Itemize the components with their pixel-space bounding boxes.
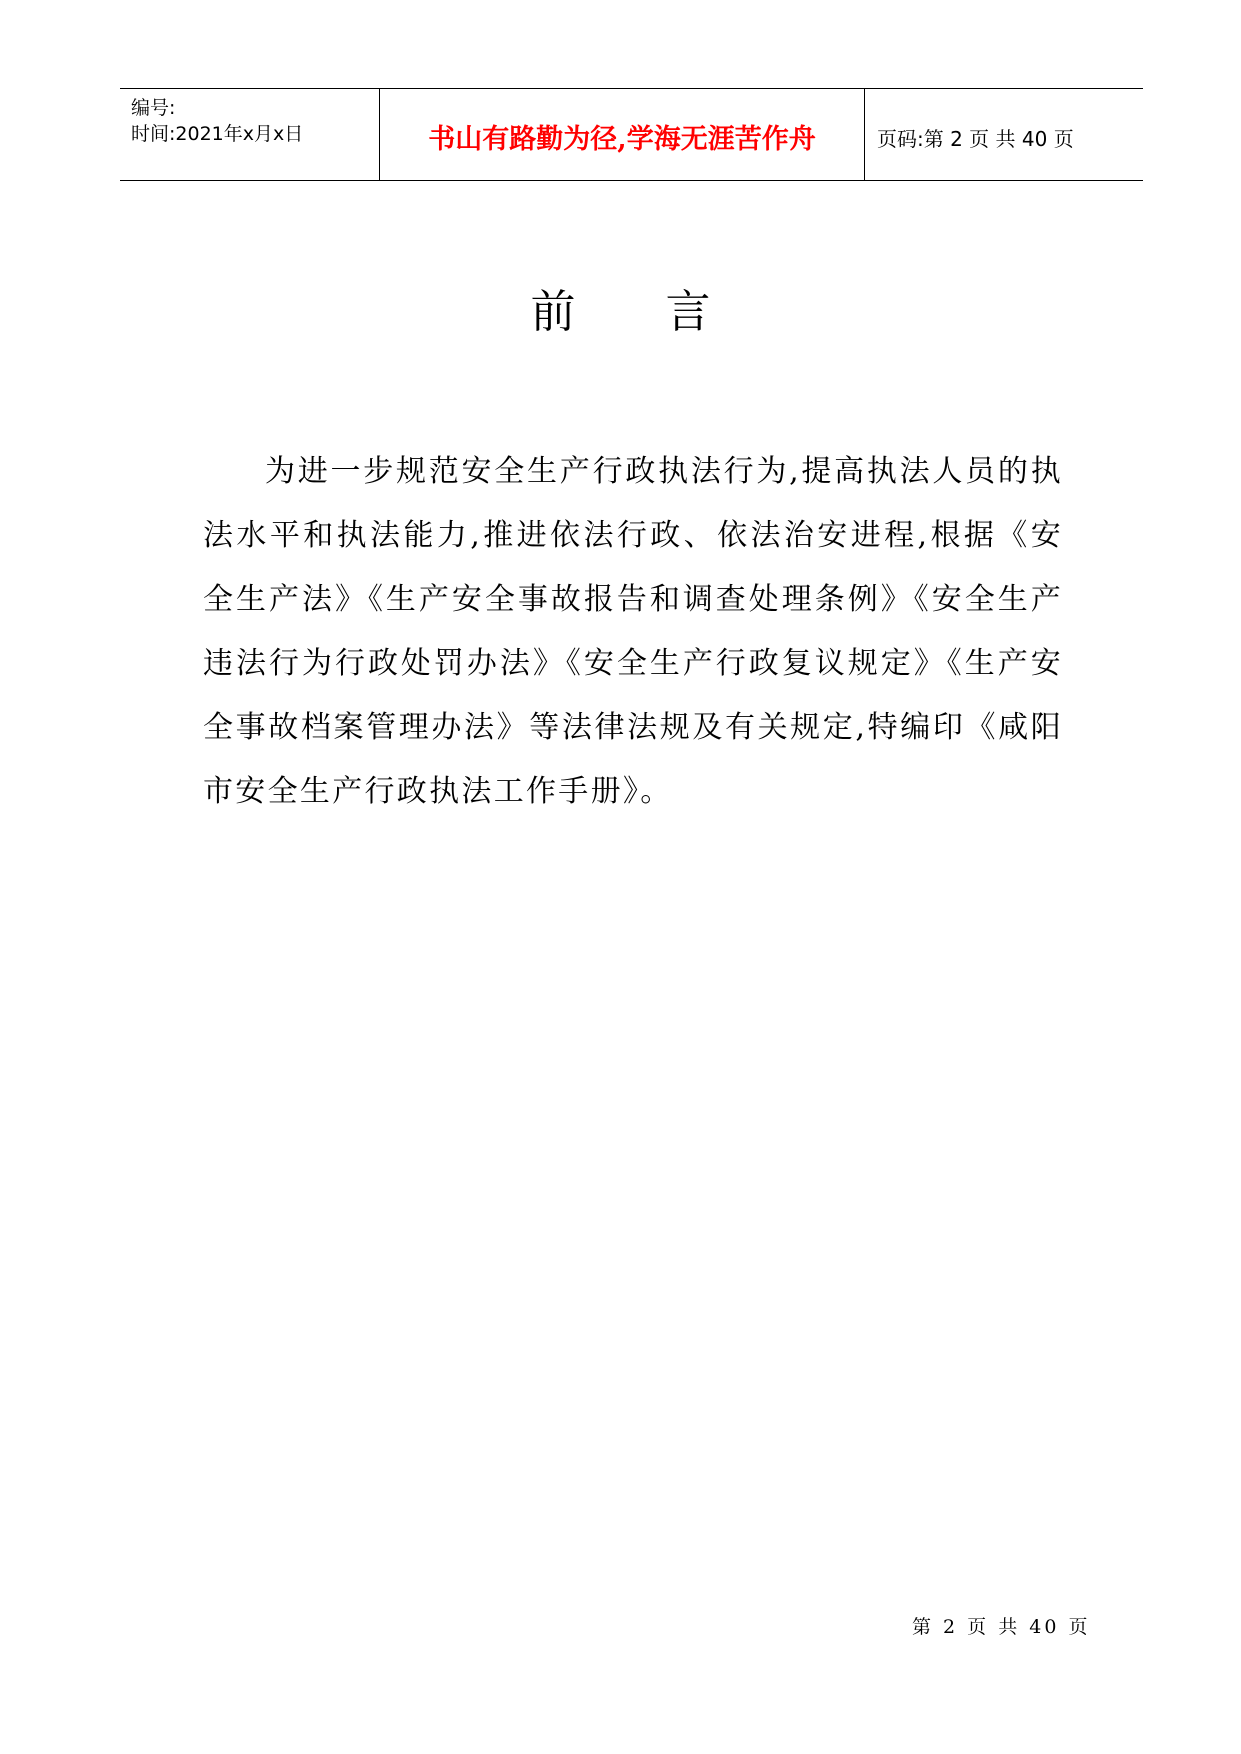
header-slogan: 书山有路勤为径,学海无涯苦作舟 [428, 124, 816, 155]
footer-page-number: 第 2 页 共 40 页 [912, 1616, 1091, 1638]
header-page-number: 页码:第 2 页 共 40 页 [877, 127, 1074, 151]
header-info-cell [120, 89, 380, 180]
section-title: 前言 [530, 285, 801, 338]
header-page-cell [865, 89, 1143, 180]
preface-paragraph: 为进一步规范安全生产行政执法行为,提高执法人员的执法水平和执法能力,推进依法行政、依法治安进程,根据《安全生产法》《生产安全事故报告和调查处理条例》《安全生产违法行为行政处罚办法》《安全生产行政复议规定》《生产安全事故档案管理办法》等法律法规及有关规定,特编印《咸阳市安全生产行政执法工作手册》。 [203, 454, 1063, 809]
header-slogan-cell [380, 89, 865, 180]
document-code-label: 编号: [131, 97, 176, 119]
document-time-label: 时间:2021年x月x日 [131, 123, 304, 145]
document-header [120, 88, 1143, 181]
